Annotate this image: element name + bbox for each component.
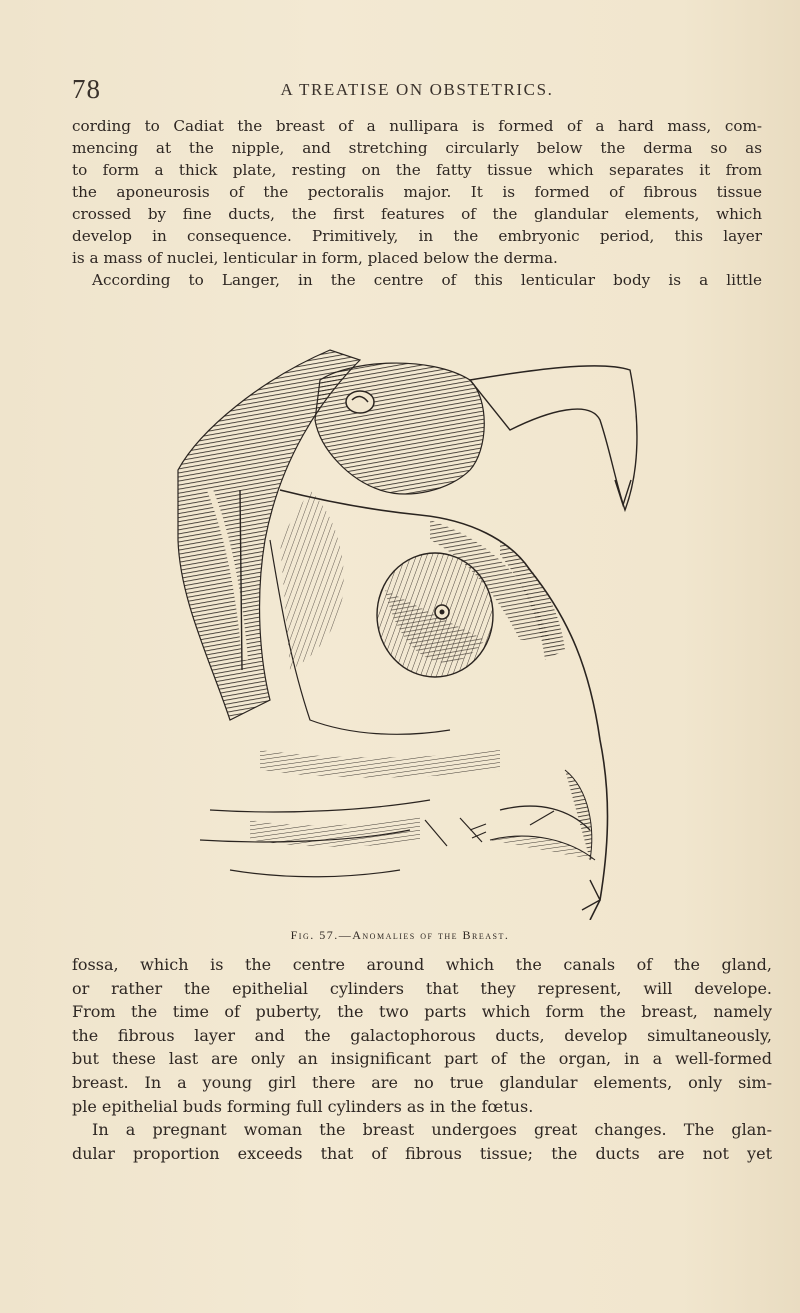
caption-text: Fig. 57.—Anomalies of the Breast. [290,928,510,942]
running-head: A TREATISE ON OBSTETRICS. [280,80,554,99]
page-number: 78 [72,74,101,104]
text-line: ple epithelial buds forming full cylinders as in the fœtus. [72,1096,534,1116]
text-line: mencing at the nipple, and stretching circularly below the derma so as [72,139,762,157]
text-line: the aponeurosis of the pectoralis major. It is formed of fibrous tissue [72,183,762,201]
anatomical-figure [170,340,650,920]
figure-caption [0,928,800,943]
text-line: or rather the epithelial cylinders that they represent, will develope. [72,978,772,998]
text-line: develop in consequence. Primitively, in the embryonic period, this layer [72,227,762,245]
text-line: From the time of puberty, the two parts which form the breast, namely [72,1002,772,1022]
paragraph-bottom [72,953,772,1165]
text-line: fossa, which is the centre around which the canals of the gland, [72,955,772,974]
text-line: In a pregnant woman the breast undergoes great changes. The glan- [92,1120,772,1140]
right-arm [470,366,637,510]
text-line: According to Langer, in the centre of this lenticular body is a little [92,271,762,289]
text-line: cording to Cadiat the breast of a nullipara is formed of a hard mass, com- [72,117,762,135]
text-line: is a mass of nuclei, lenticular in form, placed below the derma. [72,249,558,267]
paragraph-top [72,115,762,291]
text-line: breast. In a young girl there are no true glandular elements, only sim- [72,1072,772,1092]
text-line: dular proportion exceeds that of fibrous tissue; the ducts are not yet [72,1143,772,1163]
page-header [72,74,762,104]
text-line: the fibrous layer and the galactophorous ducts, develop simultaneously, [72,1025,772,1045]
text-line: crossed by fine ducts, the first features of the glandular elements, which [72,205,762,223]
text-line: to form a thick plate, resting on the fatty tissue which separates it from [72,161,762,179]
head [315,363,484,494]
text-line: but these last are only an insignificant part of the organ, in a well-formed [72,1049,772,1069]
